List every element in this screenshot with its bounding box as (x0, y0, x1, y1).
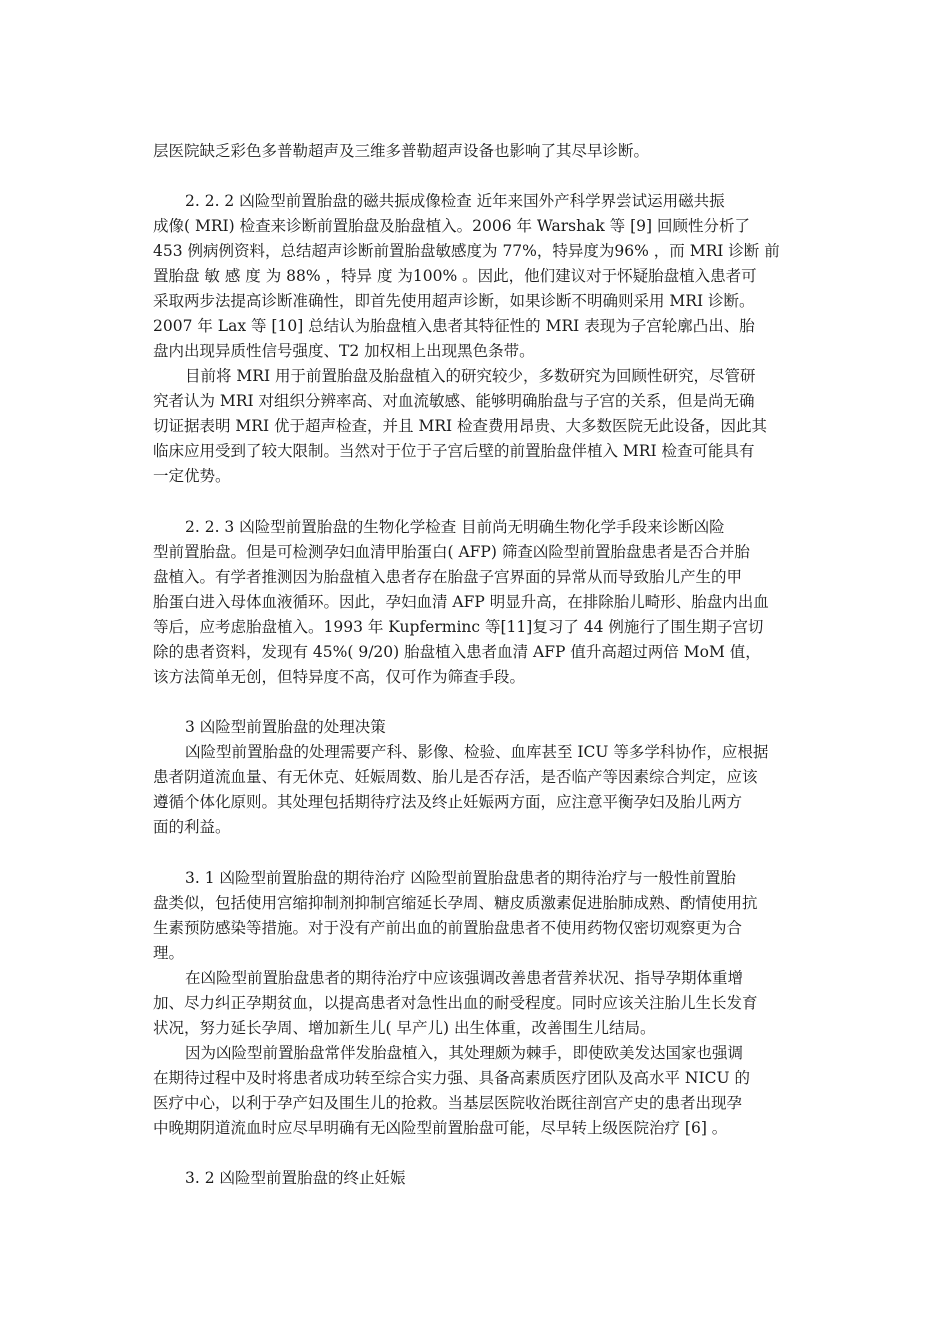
text-line: 究者认为 MRI 对组织分辨率高、对血流敏感、能够明确胎盘与子宫的关系，但是尚无确 (153, 392, 755, 410)
section-heading-3: 3 凶险型前置胎盘的处理决策 (185, 718, 386, 736)
text-line: 除的患者资料，发现有 45%( 9/20) 胎盘植入患者血清 AFP 值升高超过两倍 MoM 值， (153, 643, 761, 661)
text-line: 成像( MRI) 检查来诊断前置胎盘及胎盘植入。2006 年 Warshak 等 [9] 回顾性分析了 (153, 217, 750, 235)
paragraph-first-line: 在凶险型前置胎盘患者的期待治疗中应该强调改善患者营养状况、指导孕期体重增 (185, 969, 744, 987)
text-line: 型前置胎盘。但是可检测孕妇血清甲胎蛋白( AFP) 筛查凶险型前置胎盘患者是否合并胎 (153, 543, 750, 561)
text-line: 盘内出现异质性信号强度、T2 加权相上出现黑色条带。 (153, 342, 535, 360)
text-line: 中晚期阴道流血时应尽早明确有无凶险型前置胎盘可能，尽早转上级医院治疗 [6] 。 (153, 1119, 728, 1137)
text-line: 胎蛋白进入母体血液循环。因此，孕妇血清 AFP 明显升高，在排除胎儿畸形、胎盘内出血 (153, 593, 769, 611)
section-heading-2-2-3: 2. 2. 3 凶险型前置胎盘的生物化学检查 目前尚无明确生物化学手段来诊断凶险 (185, 518, 725, 536)
text-line: 2007 年 Lax 等 [10] 总结认为胎盘植入患者其特征性的 MRI 表现为子宫轮廓凸出、胎 (153, 317, 755, 335)
text-line: 置胎盘 敏 感 度 为 88% ，特异 度 为100% 。因此，他们建议对于怀疑胎盘植入患者可 (153, 267, 757, 285)
text-line: 状况，努力延长孕周、增加新生儿( 早产儿) 出生体重，改善围生儿结局。 (153, 1019, 656, 1037)
text-line: 医疗中心，以利于孕产妇及围生儿的抢救。当基层医院收治既往剖宫产史的患者出现孕 (153, 1094, 743, 1112)
paragraph-first-line: 因为凶险型前置胎盘常伴发胎盘植入，其处理颇为棘手，即使欧美发达国家也强调 (185, 1044, 744, 1062)
text-line: 临床应用受到了较大限制。当然对于位于子宫后壁的前置胎盘伴植入 MRI 检查可能具有 (153, 442, 755, 460)
text-line: 切证据表明 MRI 优于超声检查，并且 MRI 检查费用昂贵、大多数医院无此设备，因此其 (153, 417, 768, 435)
text-line: 患者阴道流血量、有无休克、妊娠周数、胎儿是否存活，是否临产等因素综合判定，应该 (153, 768, 758, 786)
text-line: 在期待过程中及时将患者成功转至综合实力强、具备高素质医疗团队及高水平 NICU 的 (153, 1069, 750, 1087)
text-line: 采取两步法提高诊断准确性，即首先使用超声诊断，如果诊断不明确则采用 MRI 诊断。 (153, 292, 755, 310)
text-line: 面的利益。 (153, 818, 231, 836)
text-line: 盘类似，包括使用宫缩抑制剂抑制宫缩延长孕周、糖皮质激素促进胎肺成熟、酌情使用抗 (153, 894, 758, 912)
paragraph-first-line: 凶险型前置胎盘的处理需要产科、影像、检验、血库甚至 ICU 等多学科协作，应根据 (185, 743, 769, 761)
text-line: 生素预防感染等措施。对于没有产前出血的前置胎盘患者不使用药物仅密切观察更为合 (153, 919, 743, 937)
text-line: 遵循个体化原则。其处理包括期待疗法及终止妊娠两方面，应注意平衡孕妇及胎儿两方 (153, 793, 743, 811)
text-line: 盘植入。有学者推测因为胎盘植入患者存在胎盘子宫界面的异常从而导致胎儿产生的甲 (153, 568, 743, 586)
text-line: 一定优势。 (153, 467, 231, 485)
text-line: 理。 (153, 944, 185, 962)
paragraph-first-line: 目前将 MRI 用于前置胎盘及胎盘植入的研究较少，多数研究为回顾性研究，尽管研 (185, 367, 756, 385)
text-line: 加、尽力纠正孕期贫血，以提高患者对急性出血的耐受程度。同时应该关注胎儿生长发育 (153, 994, 758, 1012)
section-heading-2-2-2: 2. 2. 2 凶险型前置胎盘的磁共振成像检查 近年来国外产科学界尝试运用磁共振 (185, 192, 725, 210)
text-line: 该方法简单无创，但特异度不高，仅可作为筛查手段。 (153, 668, 526, 686)
text-line: 层医院缺乏彩色多普勒超声及三维多普勒超声设备也影响了其尽早诊断。 (153, 142, 650, 160)
section-heading-3-2: 3. 2 凶险型前置胎盘的终止妊娠 (185, 1169, 406, 1187)
section-heading-3-1: 3. 1 凶险型前置胎盘的期待治疗 凶险型前置胎盘患者的期待治疗与一般性前置胎 (185, 869, 736, 887)
text-line: 等后，应考虑胎盘植入。1993 年 Kupferminc 等[11]复习了 44 例施行了围生期子宫切 (153, 618, 764, 636)
text-line: 453 例病例资料，总结超声诊断前置胎盘敏感度为 77%，特异度为96% ，而 MRI 诊断 前 (153, 242, 780, 260)
